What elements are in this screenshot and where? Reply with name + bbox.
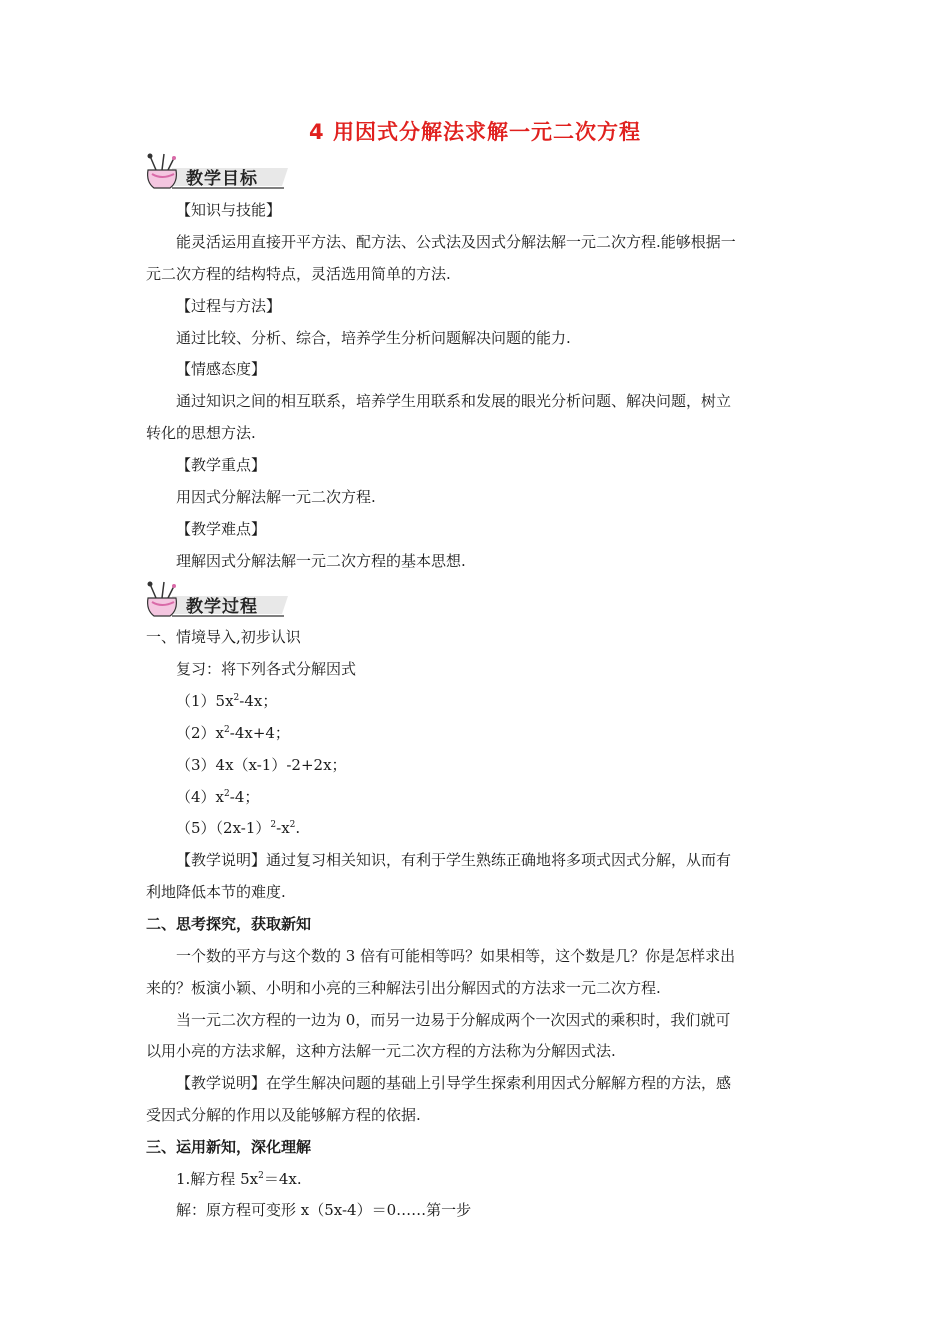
heading-key-point: 【教学重点】 (176, 456, 267, 474)
teaching-note: 【教学说明】通过复习相关知识，有利于学生熟练正确地将多项式因式分解，从而有 (176, 851, 732, 869)
exponent: 2 (224, 725, 230, 735)
heading-difficulty: 【教学难点】 (176, 520, 267, 538)
paragraph-line: 一个数的平方与这个数的 3 倍有可能相等吗？如果相等，这个数是几？你是怎样求出 (176, 947, 736, 965)
heading-emotion: 【情感态度】 (176, 360, 267, 378)
paragraph-line: 通过知识之间的相互联系，培养学生用联系和发展的眼光分析问题、解决问题，树立 (176, 392, 732, 410)
heading-knowledge: 【知识与技能】 (176, 201, 282, 219)
section-heading-2: 二、思考探究，获取新知 (146, 915, 312, 933)
paragraph-line: 以用小亮的方法求解，这种方法解一元二次方程的方法称为分解因式法. (146, 1042, 616, 1060)
document-title: 4 用因式分解法求解一元二次方程 (309, 120, 641, 144)
exercise-2 (176, 723, 290, 743)
exponent: 2 (270, 820, 277, 830)
teaching-note: 【教学说明】在学生解决问题的基础上引导学生探索利用因式分解解方程的方法，感 (176, 1074, 732, 1092)
exercise-4 (176, 787, 259, 807)
problem-text: ＝4x. (263, 1170, 302, 1188)
section-heading-3: 三、运用新知，深化理解 (146, 1138, 312, 1156)
exercise-5 (176, 818, 300, 838)
paragraph-line: 理解因式分解法解一元二次方程的基本思想. (176, 552, 466, 570)
solution-step: 解：原方程可变形 x（5x-4）＝0……第一步 (176, 1201, 472, 1219)
exercise-text: （1）5x (176, 692, 234, 710)
problem-1 (176, 1169, 302, 1189)
exercise-3: （3）4x（x-1）-2+2x； (176, 756, 347, 774)
paragraph-line: 用因式分解法解一元二次方程. (176, 488, 376, 506)
teaching-note: 利地降低本节的难度. (146, 883, 286, 901)
paragraph-line: 通过比较、分析、综合，培养学生分析问题解决问题的能力. (176, 329, 571, 347)
banner-label: 教学目标 (186, 169, 258, 189)
problem-text: 1.解方程 5x (176, 1170, 259, 1188)
teaching-note: 受因式分解的作用以及能够解方程的依据. (146, 1106, 421, 1124)
banner-label: 教学过程 (186, 597, 258, 617)
section-heading-1: 一、情境导入,初步认识 (146, 628, 301, 646)
paragraph-line: 当一元二次方程的一边为 0，而另一边易于分解成两个一次因式的乘积时，我们就可 (176, 1011, 731, 1029)
exercise-1 (176, 691, 277, 711)
exponent: 2 (289, 820, 296, 830)
exercise-text: （2）x (176, 724, 225, 742)
heading-process: 【过程与方法】 (176, 297, 282, 315)
paragraph-line: 来的？板演小颖、小明和小亮的三种解法引出分解因式的方法求一元二次方程. (146, 979, 661, 997)
exponent: 2 (224, 789, 230, 799)
exercise-text: -4； (229, 788, 260, 806)
paragraph-line: 复习：将下列各式分解因式 (176, 660, 357, 678)
exercise-text: . (295, 819, 301, 837)
section-banner-goals (142, 152, 292, 194)
exponent: 2 (258, 1171, 264, 1181)
exponent: 2 (233, 693, 240, 703)
exercise-text: -4x； (239, 692, 278, 710)
paragraph-line: 能灵活运用直接开平方法、配方法、公式法及因式分解法解一元二次方程.能够根据一 (176, 233, 736, 251)
exercise-text: （4）x (176, 788, 225, 806)
exercise-text: -x (276, 819, 290, 837)
section-banner-process (142, 580, 292, 622)
exercise-text: -4x+4； (229, 724, 290, 742)
paragraph-line: 元二次方程的结构特点，灵活选用简单的方法. (146, 265, 451, 283)
exercise-text: （5）（2x-1） (176, 819, 271, 837)
paragraph-line: 转化的思想方法. (146, 424, 256, 442)
